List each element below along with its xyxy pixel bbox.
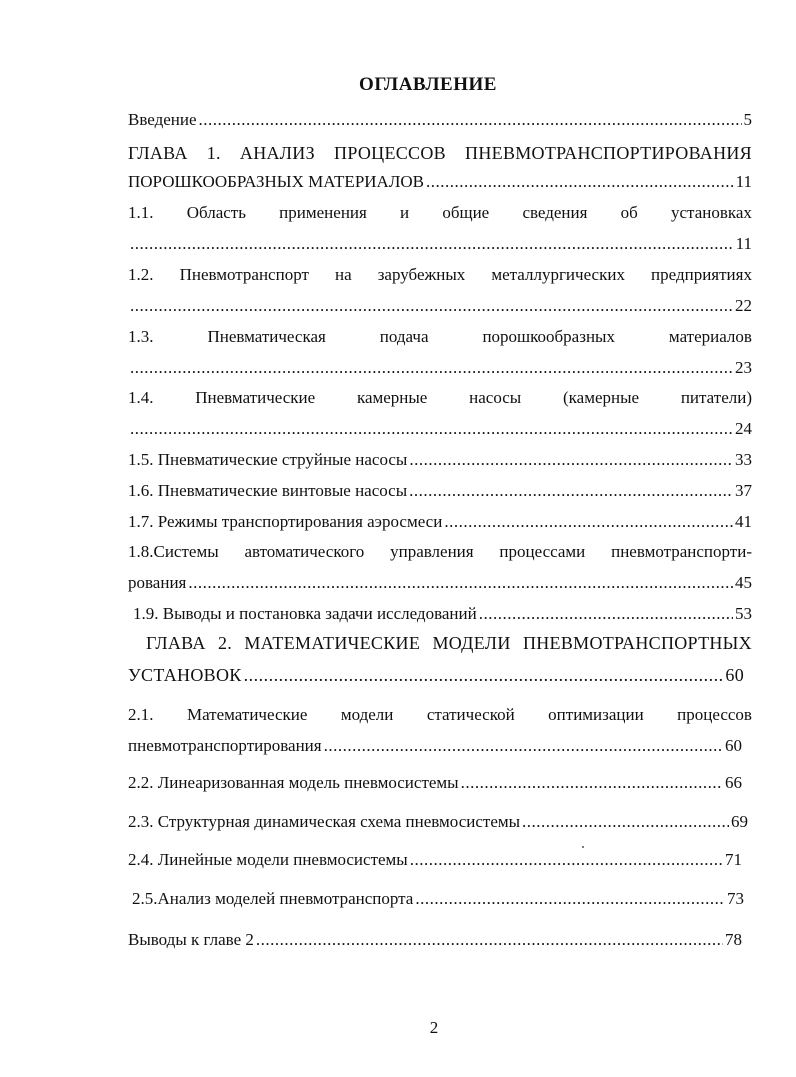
toc-word: 1.8.Системы [128,542,219,561]
toc-word: Пневматическая [207,327,326,346]
toc-word: (камерные [562,388,640,407]
toc-word: предприятиях [651,265,752,284]
dot-leader [409,449,733,471]
dot-leader [130,233,734,255]
dot-leader [130,295,733,317]
dot-leader [199,109,742,131]
toc-entry-1-3-line1[interactable] [128,326,752,348]
toc-word: материалов [668,327,752,346]
toc-entry-1-9[interactable] [133,603,752,625]
toc-entry-page: 41 [735,512,752,531]
toc-word: сведения [522,203,588,222]
toc-word: модели [340,705,394,724]
toc-entry-page: 11 [735,234,752,253]
toc-word: АНАЛИЗ [239,143,315,163]
dot-leader [461,772,723,794]
dot-leader [415,888,725,910]
toc-word: автоматического [244,542,365,561]
toc-entry-text: рования [128,573,187,592]
toc-entry-1-8-line2[interactable] [128,572,752,594]
toc-entry-1-2-line1[interactable] [128,264,752,286]
toc-word: Пневматические [195,388,316,407]
toc-entry-2-5[interactable] [132,888,744,910]
dot-leader [130,418,733,440]
toc-word: насосы [469,388,522,407]
toc-entry-page: 33 [735,450,752,469]
toc-chapter-1-line2[interactable] [128,171,752,193]
toc-word: процессов [677,705,752,724]
toc-entry-text: ПОРОШКООБРАЗНЫХ МАТЕРИАЛОВ [128,172,424,191]
toc-entry-1-4-line2[interactable] [128,418,752,440]
toc-entry-page: 45 [735,573,752,592]
toc-entry-conclusions-ch2[interactable] [128,929,742,951]
dot-leader [522,811,729,833]
toc-entry-text: 1.9. Выводы и постановка задачи исследований [133,604,477,623]
toc-entry-1-1-line1[interactable] [128,202,752,224]
toc-word: 1. [206,143,221,163]
toc-word: ПНЕВМОТРАНСПОРТИРОВАНИЯ [465,143,752,163]
toc-entry-1-3-line2[interactable] [128,357,752,379]
toc-entry-1-7[interactable] [128,511,752,533]
toc-entry-2-3[interactable] [128,811,748,833]
toc-word: 1.2. [128,265,154,284]
toc-entry-text: 1.5. Пневматические струйные насосы [128,450,408,469]
dot-leader [188,572,733,594]
toc-word: 1.3. [128,327,154,346]
toc-entry-1-5[interactable] [128,449,752,471]
dot-leader [256,929,723,951]
toc-word: ГЛАВА [128,143,188,163]
toc-word: порошкообразных [482,327,615,346]
toc-entry-page: 60 [725,665,744,685]
toc-word: статической [426,705,515,724]
toc-entry-text: 2.5.Анализ моделей пневмотранспорта [132,889,414,908]
toc-entry-page: 53 [735,604,752,623]
toc-entry-text: УСТАНОВОК [128,665,242,685]
toc-entry-page: 73 [727,889,744,908]
dot-leader [444,511,733,533]
toc-entry-page: 11 [735,172,752,191]
toc-entry-text: Введение [128,110,197,129]
toc-entry-text: 2.3. Структурная динамическая схема пневмосистемы [128,812,521,831]
toc-word: 2.1. [128,705,154,724]
toc-entry-1-1-line2[interactable] [128,233,752,255]
dot-leader [426,171,734,193]
toc-entry-2-1-line2[interactable] [128,735,742,757]
toc-entry-1-6[interactable] [128,480,752,502]
toc-entry-text: Выводы к главе 2 [128,930,254,949]
toc-word: процессами [499,542,586,561]
scan-speck [582,846,584,848]
toc-entry-text: 2.4. Линейные модели пневмосистемы [128,850,408,869]
toc-entry-page: 71 [725,850,742,869]
toc-chapter-2-line1[interactable] [146,632,752,654]
toc-word: Область [186,203,246,222]
toc-word: установках [671,203,752,222]
toc-entry-2-1-line1[interactable] [128,704,752,726]
toc-entry-page: 60 [725,736,742,755]
toc-entry-2-2[interactable] [128,772,742,794]
toc-word: 2. [217,633,233,653]
dot-leader [410,849,723,871]
toc-word: управления [390,542,474,561]
dot-leader [244,664,724,686]
toc-word: зарубежных [377,265,466,284]
toc-word: МАТЕМАТИЧЕСКИЕ [244,633,421,653]
toc-entry-page: 24 [735,419,752,438]
toc-word: ПНЕВМОТРАНСПОРТНЫХ [522,633,752,653]
toc-entry-text: пневмотранспортирования [128,736,322,755]
toc-entry-text: 1.6. Пневматические винтовые насосы [128,481,408,500]
dot-leader [479,603,733,625]
toc-entry-1-4-line1[interactable] [128,387,752,409]
toc-chapter-1-line1[interactable] [128,142,752,164]
dot-leader [409,480,733,502]
toc-word: на [334,265,352,284]
toc-chapter-2-line2[interactable] [128,664,744,686]
toc-word: питатели) [680,388,752,407]
toc-word: камерные [356,388,428,407]
dot-leader [324,735,723,757]
toc-word: Пневмотранспорт [179,265,309,284]
toc-entry-1-8-line1[interactable] [128,541,752,563]
toc-entry-2-4[interactable] [128,849,742,871]
toc-word: пневмотранспорти- [611,542,752,561]
toc-word: подача [379,327,429,346]
page-title: ОГЛАВЛЕНИЕ [359,74,497,95]
toc-word: 1.4. [128,388,154,407]
toc-word: ГЛАВА [146,633,206,653]
toc-entry-text: 2.2. Линеаризованная модель пневмосистемы [128,773,459,792]
toc-word: применения [279,203,367,222]
toc-entry-page: 23 [735,358,752,377]
toc-entry-page: 37 [735,481,752,500]
toc-word: 1.1. [128,203,154,222]
toc-entry-page: 78 [725,930,742,949]
toc-word: Математические [186,705,308,724]
toc-entry-page: 22 [735,296,752,315]
toc-word: ПРОЦЕССОВ [334,143,446,163]
toc-word: МОДЕЛИ [432,633,511,653]
toc-word: оптимизации [548,705,644,724]
toc-word: об [620,203,638,222]
toc-word: металлургических [491,265,625,284]
toc-word: общие [442,203,490,222]
toc-word: и [400,203,410,222]
page-number: 2 [429,1018,439,1037]
dot-leader [130,357,733,379]
toc-entry-page: 5 [743,110,752,129]
toc-entry-1-2-line2[interactable] [128,295,752,317]
toc-entry-introduction[interactable] [128,109,752,131]
toc-entry-text: 1.7. Режимы транспортирования аэросмеси [128,512,443,531]
toc-entry-page: 69 [731,812,748,831]
toc-entry-page: 66 [725,773,742,792]
